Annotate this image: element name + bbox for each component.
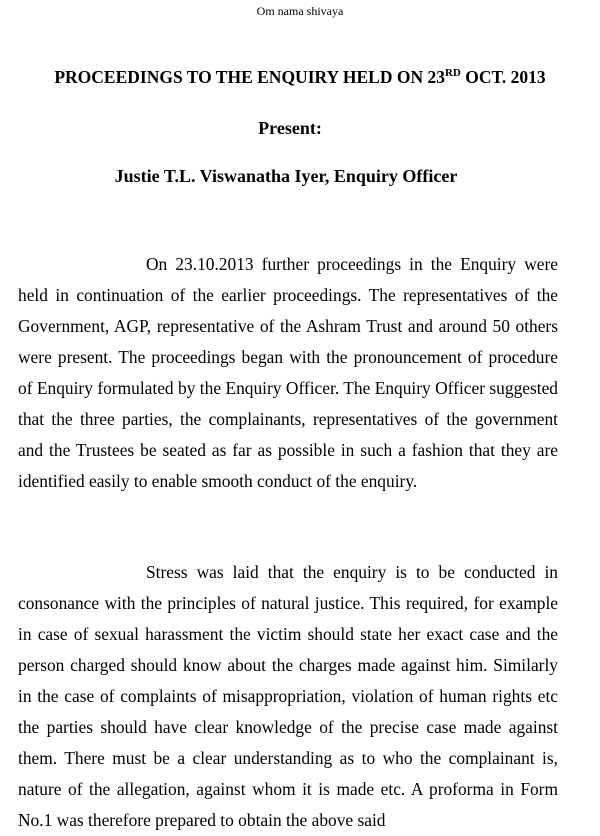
present-label: Present: <box>258 118 322 138</box>
title-text: PROCEEDINGS TO THE ENQUIRY HELD ON 23 <box>54 67 445 87</box>
enquiry-officer-name: Justie T.L. Viswanatha Iyer, Enquiry Officer <box>114 166 458 186</box>
title-date-suffix: OCT. 2013 <box>460 67 546 87</box>
title-superscript: RD <box>444 67 461 79</box>
document-title <box>0 67 600 88</box>
page-header: Om nama shivaya <box>256 4 344 18</box>
body-paragraph: Stress was laid that the enquiry is to be conducted in consonance with the principles of natural justice. This required, for example in case of sexual harassment the victim should state her exact case and the person charged should know about the charges made against him. Similarly in the case of complaints of misappropriation, violation of human rights etc the parties should have clear knowledge of the precise case made against them. There must be a clear understanding as to who the complainant is, nature of the allegation, against whom it is made etc. A proforma in Form No.1 was therefore prepared to obtain the above said <box>18 562 558 830</box>
body-paragraph: On 23.10.2013 further proceedings in the Enquiry were held in continuation of the earlier proceedings. The representatives of the Government, AGP, representative of the Ashram Trust and around 50 others were present. The proceedings began with the pronouncement of procedure of Enquiry formulated by the Enquiry Officer. The Enquiry Officer suggested that the three parties, the complainants, representatives of the government and the Trustees be seated as far as possible in such a fashion that they are identified easily to enable smooth conduct of the enquiry. <box>18 254 558 491</box>
